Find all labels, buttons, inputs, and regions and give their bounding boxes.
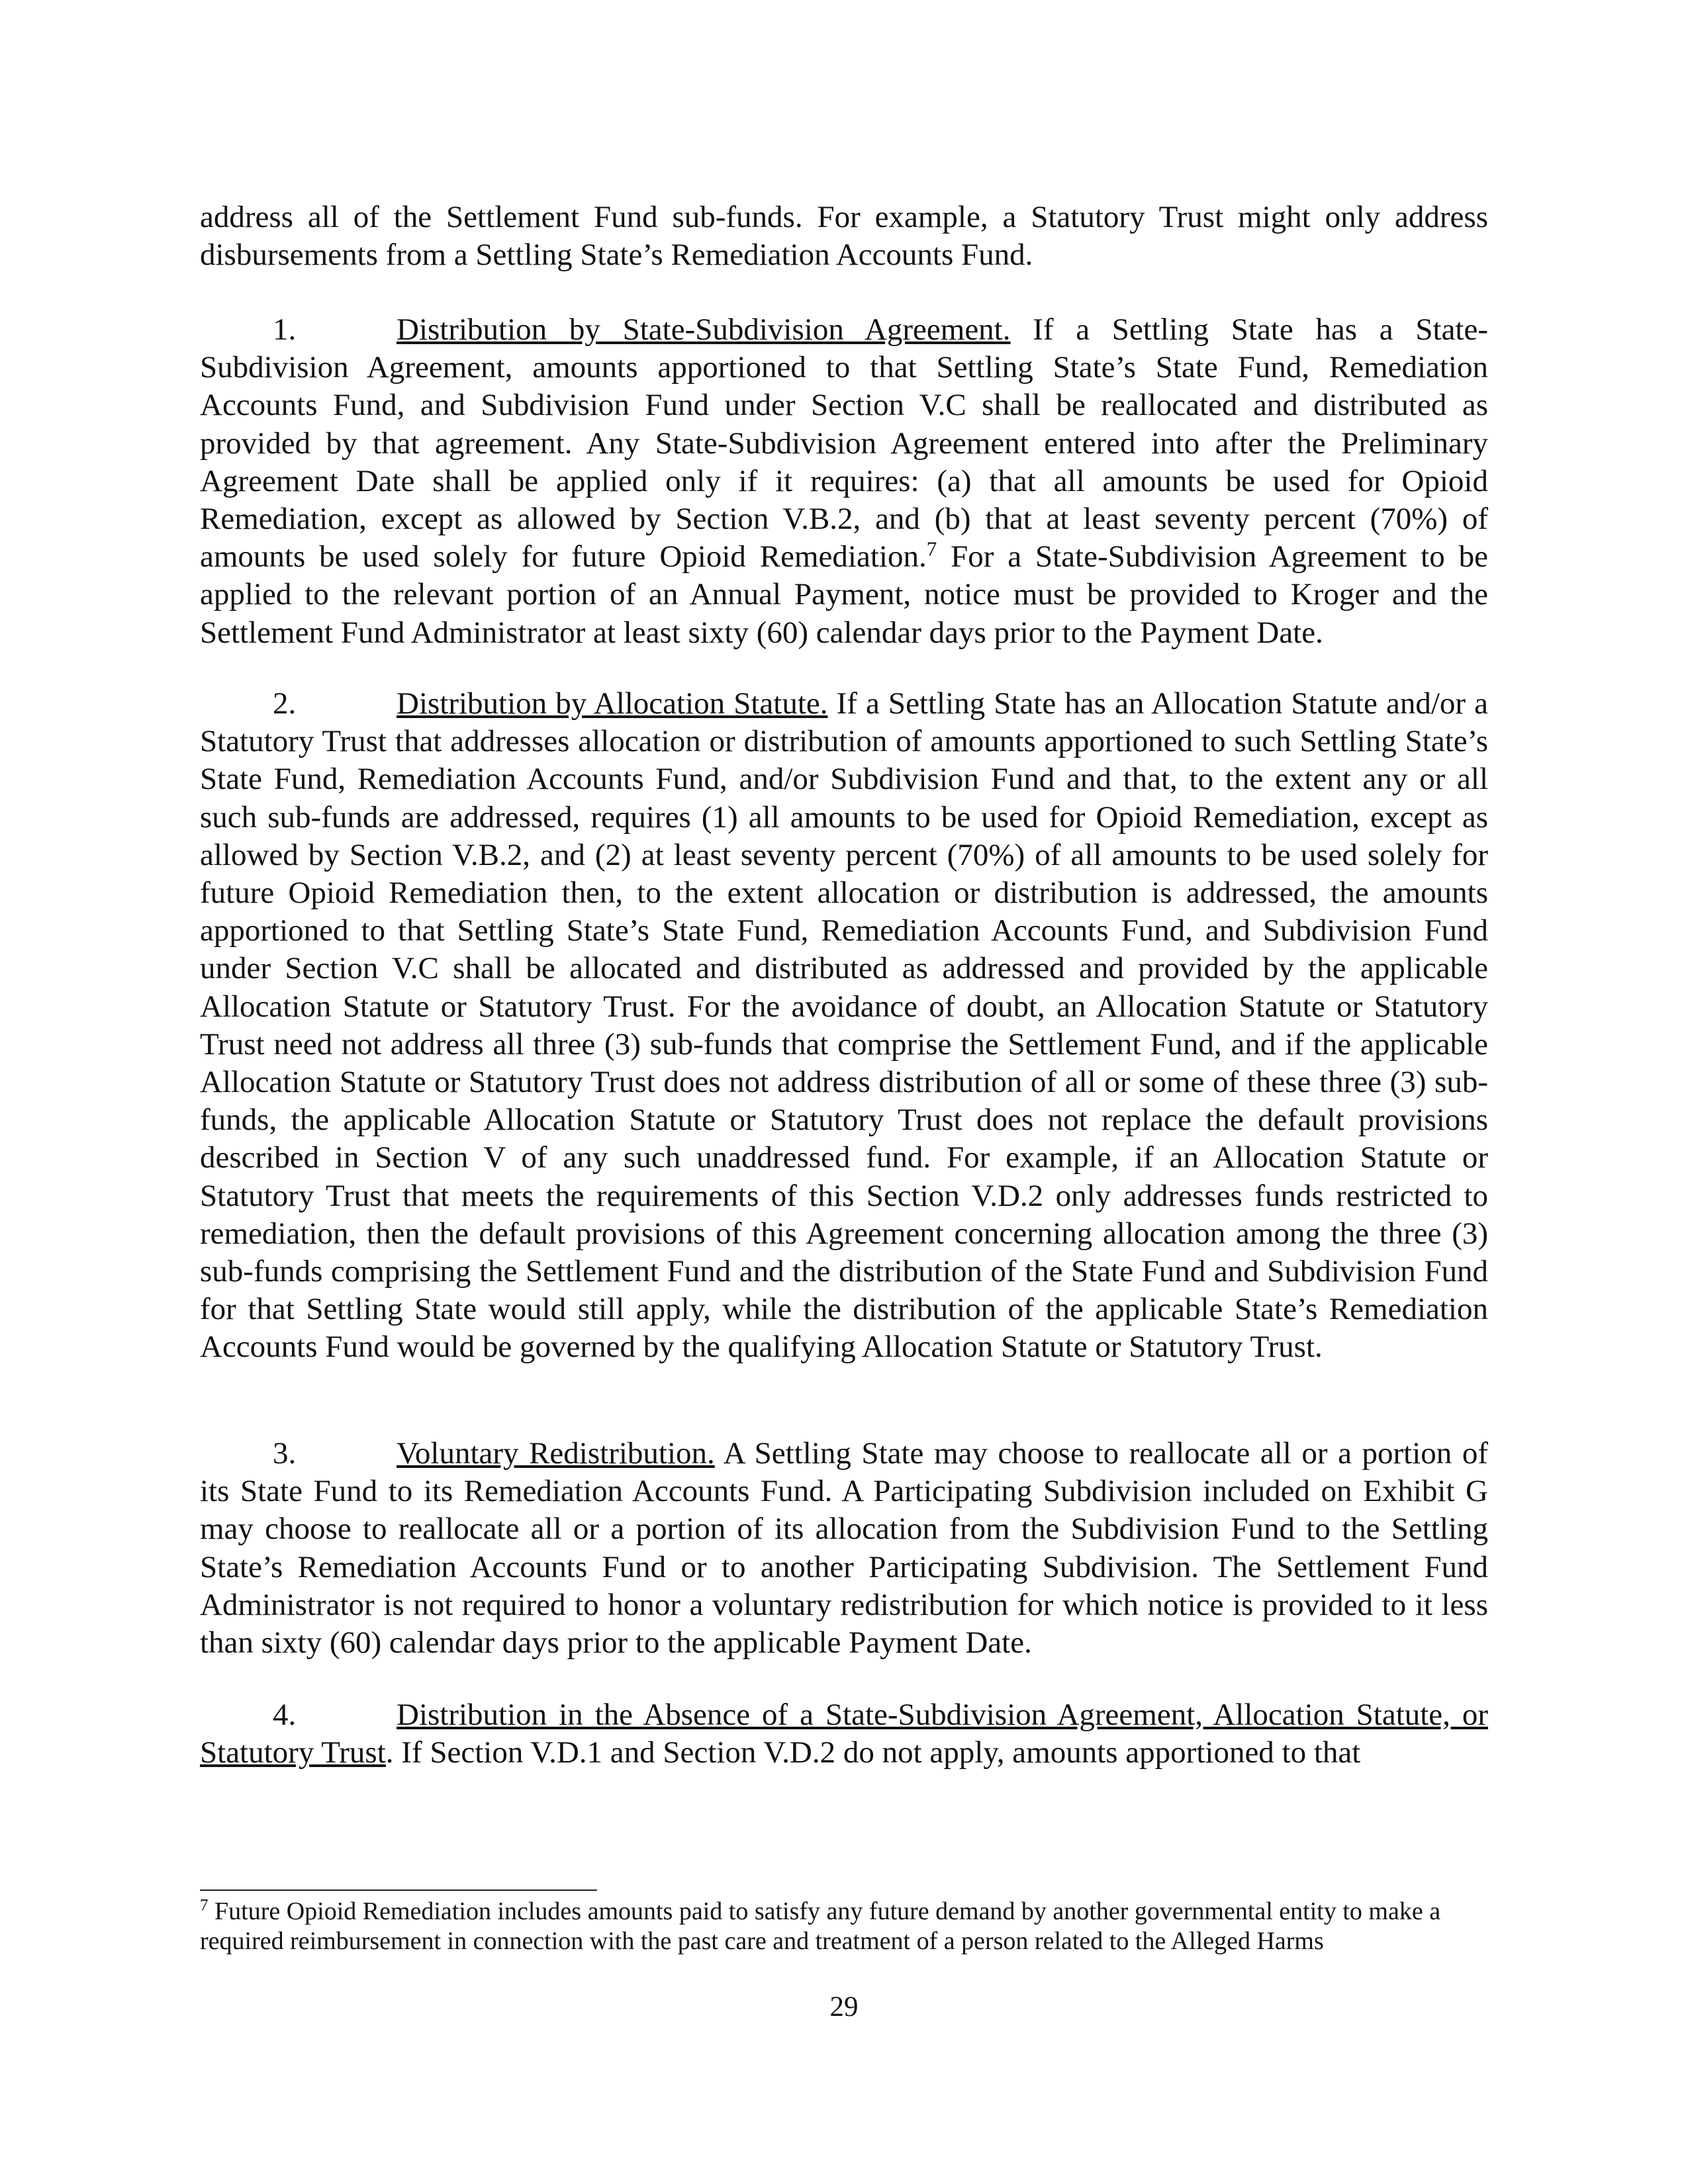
section-3-number: 3. bbox=[273, 1436, 297, 1471]
section-2-paragraph bbox=[200, 685, 1488, 1367]
intro-paragraph bbox=[200, 199, 1488, 274]
section-4-heading: Distribution in the Absence of a State-Subdivision Agreement, Allocation Statute, or Statutory Trust bbox=[200, 1698, 1488, 1770]
section-2-text: If a Settling State has an Allocation Statute and/or a Statutory Trust that addresses allocation or distribution of amounts apportioned to such Settling State’s State Fund, Remediation Accounts Fund, and/or Subdivision Fund and that, to the extent any or all such sub-funds are addressed, requires (1) all amounts to be used for Opioid Remediation, except as allowed by Section V.B.2, and (2) at least seventy percent (70%) of all amounts to be used solely for future Opioid Remediation then, to the extent allocation or distribution is addressed, the amounts apportioned to that Settling State’s State Fund, Remediation Accounts Fund, and Subdivision Fund under Section V.C shall be allocated and distributed as addressed and provided by the applicable Allocation Statute or Statutory Trust. For the avoidance of doubt, an Allocation Statute or Statutory Trust need not address all three (3) sub-funds that comprise the Settlement Fund, and if the applicable Allocation Statute or Statutory Trust does not address distribution of all or some of these three (3) sub-funds, the applicable Allocation Statute or Statutory Trust does not replace the default provisions described in Section V of any such unaddressed fund. For example, if an Allocation Statute or Statutory Trust that meets the requirements of this Section V.D.2 only addresses funds restricted to remediation, then the default provisions of this Agreement concerning allocation among the three (3) sub-funds comprising the Settlement Fund and the distribution of the State Fund and Subdivision Fund for that Settling State would still apply, while the distribution of the applicable State’s Remediation Accounts Fund would be governed by the qualifying Allocation Statute or Statutory Trust. bbox=[200, 686, 1488, 1365]
section-1-heading: Distribution by State-Subdivision Agreement. bbox=[397, 312, 1011, 347]
section-1-paragraph bbox=[200, 311, 1488, 652]
section-1 bbox=[200, 311, 1488, 652]
section-4-number: 4. bbox=[273, 1698, 297, 1732]
intro-text: address all of the Settlement Fund sub-funds. For example, a Statutory Trust might only address disbursements from a Settling State’s Remediation Accounts Fund. bbox=[200, 200, 1488, 273]
page-number: 29 bbox=[829, 1991, 859, 2023]
section-1-number: 1. bbox=[273, 312, 297, 347]
section-4-paragraph bbox=[200, 1696, 1488, 1772]
footnote-7-ref[interactable]: 7 bbox=[926, 537, 937, 561]
footnote-divider bbox=[200, 1889, 597, 1891]
section-4 bbox=[200, 1696, 1488, 1772]
section-2-heading: Distribution by Allocation Statute. bbox=[397, 686, 828, 721]
section-3-heading: Voluntary Redistribution. bbox=[397, 1436, 715, 1471]
section-3-paragraph bbox=[200, 1435, 1488, 1662]
section-1-text-after: For a State-Subdivision Agreement to be applied to the relevant portion of an Annual Payment, notice must be provided to Kroger and the Settlement Fund Administrator at least sixty (60) calendar days prior to the Payment Date. bbox=[200, 539, 1488, 650]
section-1-text-before: If a Settling State has a State-Subdivision Agreement, amounts apportioned to that Settling State’s State Fund, Remediation Accounts Fund, and Subdivision Fund under Section V.C shall be reallocated and distributed as provided by that agreement. Any State-Subdivision Agreement entered into after the Preliminary Agreement Date shall be applied only if it requires: (a) that all amounts be used for Opioid Remediation, except as allowed by Section V.B.2, and (b) that at least seventy percent (70%) of amounts be used solely for future Opioid Remediation. bbox=[200, 312, 1489, 574]
footnote-7 bbox=[200, 1897, 1484, 1956]
footnote-text: Future Opioid Remediation includes amounts paid to satisfy any future demand by another governmental entity to make a required reimbursement in connection with the past care and treatment of a person related to the Alleged Harms bbox=[200, 1897, 1441, 1955]
section-3-text: A Settling State may choose to reallocate all or a portion of its State Fund to its Remediation Accounts Fund. A Participating Subdivision included on Exhibit G may choose to reallocate all or a portion of its allocation from the Subdivision Fund to the Settling State’s Remediation Accounts Fund or to another Participating Subdivision. The Settlement Fund Administrator is not required to honor a voluntary redistribution for which notice is provided to it less than sixty (60) calendar days prior to the applicable Payment Date. bbox=[200, 1436, 1488, 1661]
footnote-marker: 7 bbox=[200, 1896, 209, 1915]
section-2 bbox=[200, 685, 1488, 1367]
section-2-number: 2. bbox=[273, 686, 297, 721]
section-3 bbox=[200, 1435, 1488, 1662]
section-4-text: . If Section V.D.1 and Section V.D.2 do not apply, amounts apportioned to that bbox=[385, 1735, 1361, 1770]
